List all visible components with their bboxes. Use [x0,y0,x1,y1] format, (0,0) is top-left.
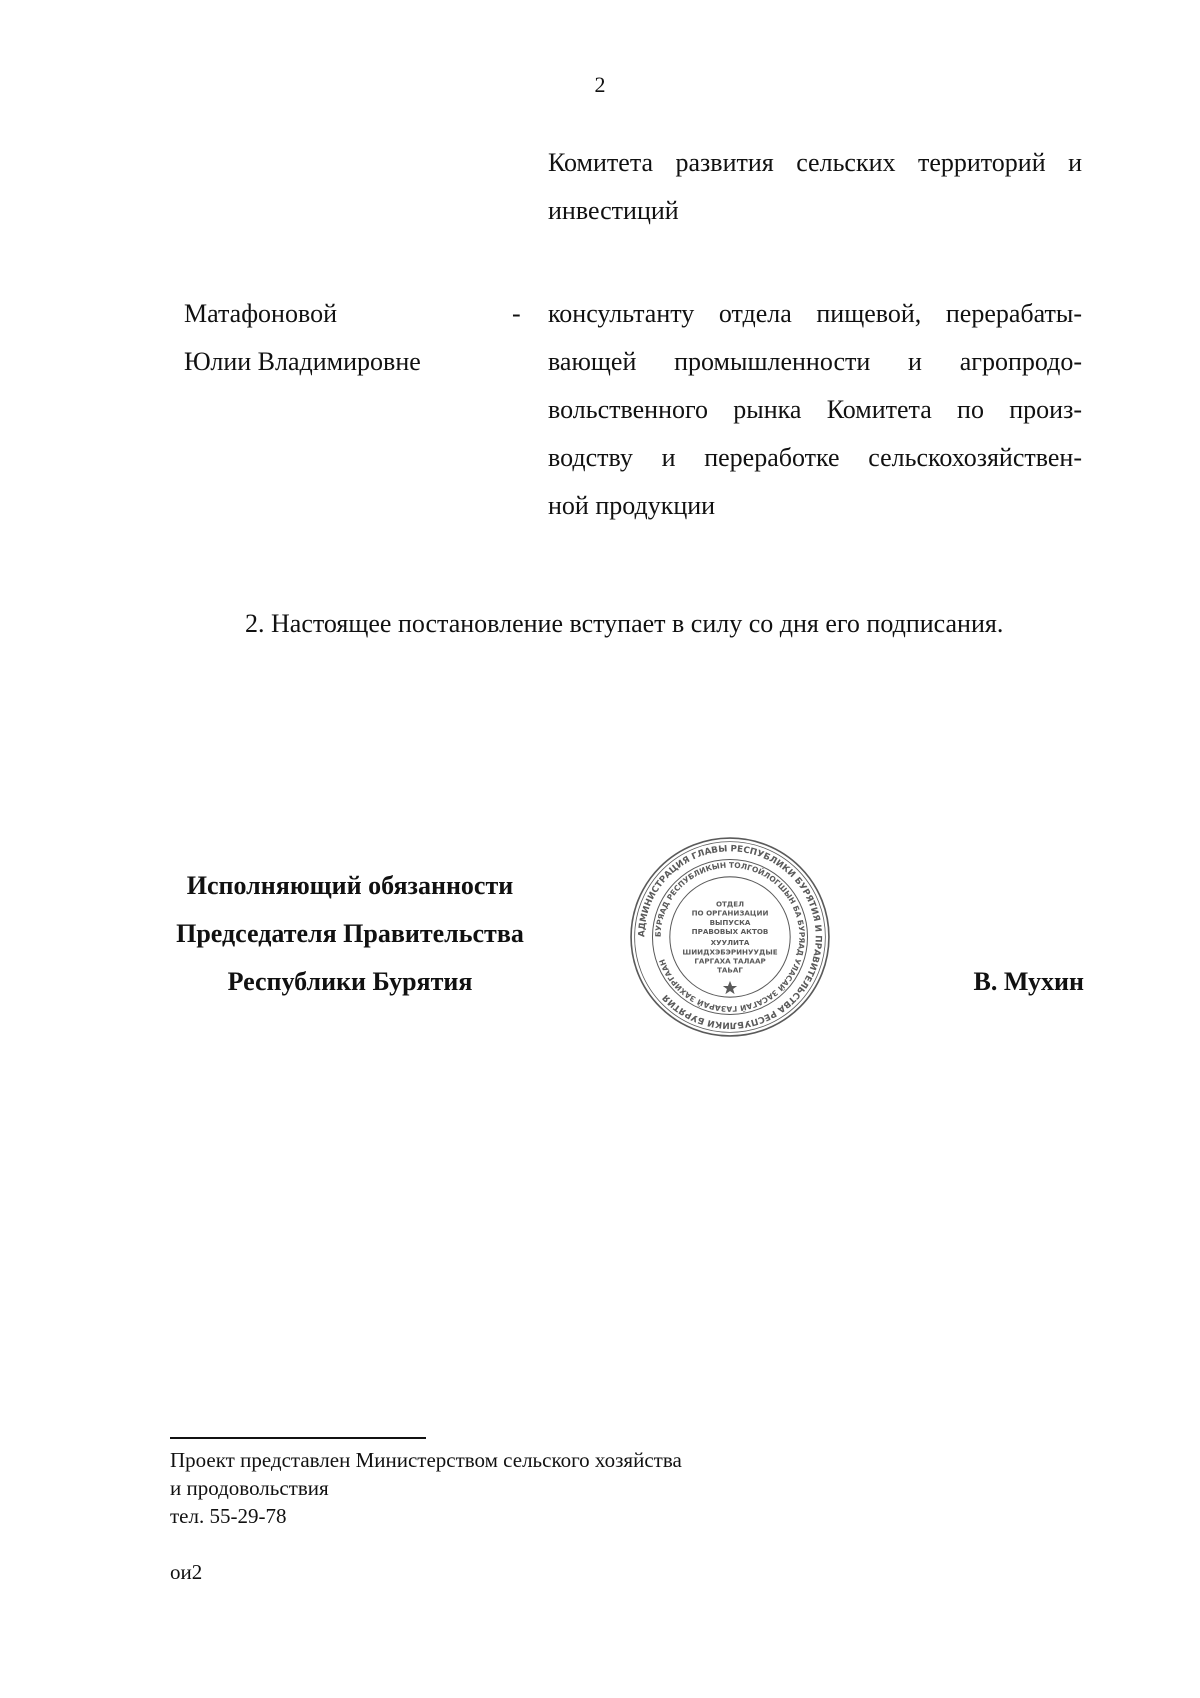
entry-desc-line-3: вольственного рынка Комитета по произ- [548,395,1082,424]
entry-desc-line-2: вающей промышленности и агропродо- [548,347,1082,376]
seal-inner-textpath: БУРЯАД РЕСПУБЛИКЫН ТОЛГОЙЛОГШЫН БА БУРЯАД УЛАСАЙ ЗАСАГАЙ ГАЗАРАЙ ЗАХИРГААН [653,860,807,1014]
entry-dash: - [512,299,521,328]
continuation-line-1: Комитета развития сельских территорий и [548,148,1082,177]
clause-2: 2. Настоящее постановление вступает в силу со дня его подписания. [245,609,1004,638]
seal-star-icon [723,981,737,994]
entry-name-line-2: Юлии Владимировне [184,347,421,376]
seal-center-line-8: ТАЬАГ [717,965,743,975]
signature-position-line-1: Исполняющий обязанности [186,871,514,900]
seal-center-line-4: ПРАВОВЫХ АКТОВ [691,926,769,936]
entry-desc-line-5: ной продукции [548,491,716,520]
seal-outer-ring-thin [635,842,826,1033]
seal-center-line-3: ВЫПУСКА [709,917,751,927]
signature-position-line-3: Республики Бурятия [227,967,473,996]
seal-middle-ring [652,859,807,1014]
seal-inner-ring [670,877,790,997]
seal-center-line-6: ШИИДХЭБЭРИНУУДЫЕ [682,947,778,957]
continuation-line-2: инвестиций [548,196,679,225]
page-number: 2 [594,72,606,97]
seal-center-line-2: ПО ОРГАНИЗАЦИИ [691,908,769,918]
entry-desc-line-1: консультанту отдела пищевой, перерабаты- [548,299,1082,328]
footer-code: ои2 [170,1560,203,1584]
seal-center-line-7: ГАРГАХА ТАЛААР [694,956,766,966]
official-seal [628,835,832,1039]
footer-line-1: Проект представлен Министерством сельского хозяйства [170,1448,682,1472]
seal-outer-text [637,844,822,1029]
footer-line-3: тел. 55-29-78 [170,1504,287,1528]
entry-desc-line-4: водству и переработке сельскохозяйствен- [548,443,1082,472]
footer-rule [170,1437,426,1439]
signature-name: В. Мухин [973,967,1084,996]
seal-center-line-1: ОТДЕЛ [715,899,745,909]
seal-center-line-5: ХУУЛИТА [710,938,750,948]
footer-line-2: и продовольствия [170,1476,329,1500]
signature-position-line-2: Председателя Правительства [176,919,524,948]
entry-name-line-1: Матафоновой [184,299,337,328]
seal-outer-textpath: АДМИНИСТРАЦИЯ ГЛАВЫ РЕСПУБЛИКИ БУРЯТИЯ И ПРАВИТЕЛЬСТВА РЕСПУБЛИКИ БУРЯТИЯ [637,844,823,1030]
